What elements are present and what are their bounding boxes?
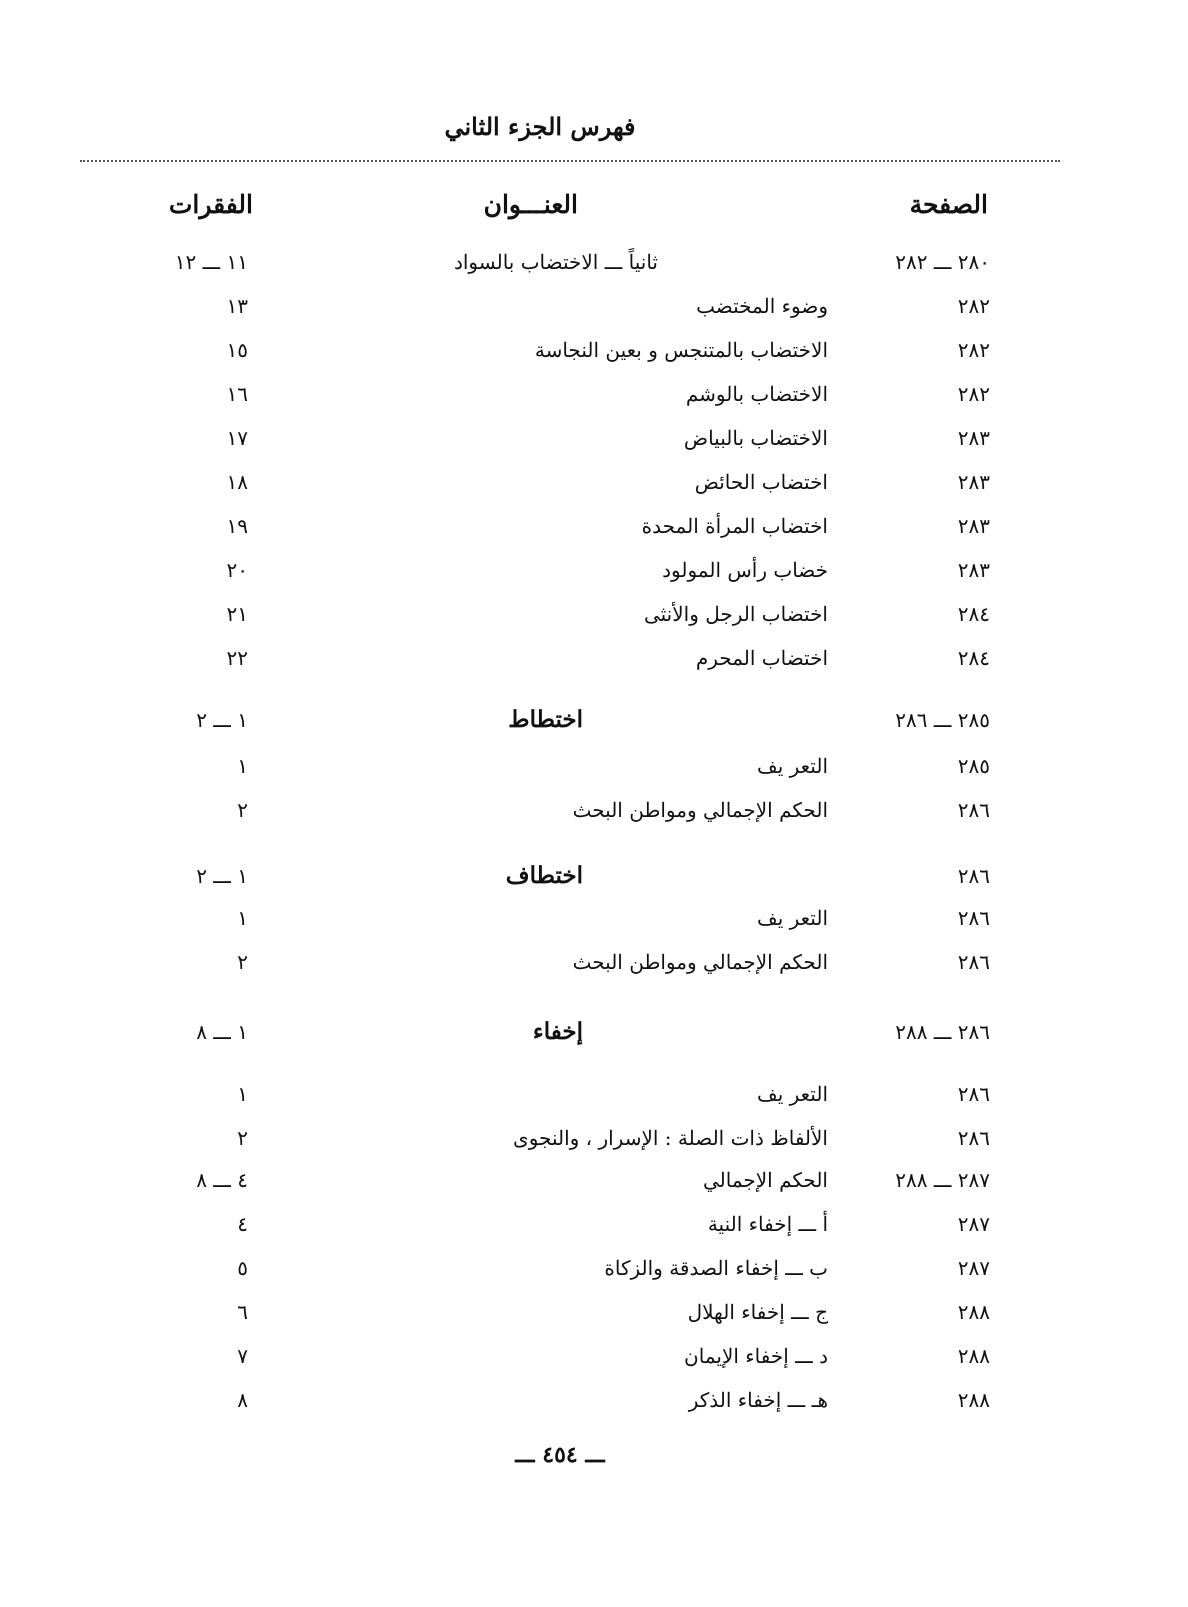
index-row (0, 946, 1188, 986)
page-range: ٢٨٨ (957, 1388, 990, 1412)
paragraph-range: ٥ (237, 1256, 248, 1280)
index-row (0, 794, 1188, 834)
dotted-divider (80, 160, 1060, 162)
entry-title: وضوء المختضب (696, 294, 828, 318)
page-range: ٢٨٦ (957, 1126, 990, 1150)
index-row (0, 902, 1188, 942)
entry-title: الحكم الإجمالي (702, 1168, 828, 1192)
index-row (0, 750, 1188, 790)
page-range: ٢٨٥ ـــ ٢٨٦ (895, 708, 990, 732)
entry-title: الاختضاب بالبياض (683, 426, 828, 450)
page-range: ٢٨٣ (957, 558, 990, 582)
page-range: ٢٨٤ (957, 646, 990, 670)
page-range: ٢٨٣ (957, 514, 990, 538)
entry-title: التعر يف (757, 1082, 828, 1106)
paragraph-range: ١٨ (226, 470, 248, 494)
page-range: ٢٨٦ ـــ ٢٨٨ (895, 1020, 990, 1044)
entry-title: ج ـــ إخفاء الهلال (687, 1300, 828, 1324)
paragraph-range: ١ (237, 754, 248, 778)
section-title: إخفاء (532, 1018, 583, 1045)
page-range: ٢٨٧ (957, 1256, 990, 1280)
index-row (0, 598, 1188, 638)
paragraph-range: ٤ (237, 1212, 248, 1236)
page-range: ٢٨٨ (957, 1300, 990, 1324)
index-section-row (0, 704, 1188, 744)
running-title: فهرس الجزء الثاني (444, 112, 636, 141)
paragraph-range: ٤ ـــ ٨ (196, 1168, 248, 1192)
index-row (0, 1296, 1188, 1336)
entry-title: الحكم الإجمالي ومواطن البحث (572, 950, 828, 974)
page-range: ٢٨٤ (957, 602, 990, 626)
paragraph-range: ٧ (237, 1344, 248, 1368)
page-range: ٢٨٢ (957, 338, 990, 362)
paragraph-range: ١٧ (226, 426, 248, 450)
paragraph-range: ١٥ (226, 338, 248, 362)
page-range: ٢٨٢ (957, 294, 990, 318)
entry-title: د ـــ إخفاء الإيمان (684, 1344, 828, 1368)
page-range: ٢٨٦ (957, 950, 990, 974)
index-section-row (0, 860, 1188, 900)
index-row (0, 1252, 1188, 1292)
entry-title: ب ـــ إخفاء الصدقة والزكاة (604, 1256, 828, 1280)
index-row (0, 290, 1188, 330)
index-row (0, 1078, 1188, 1118)
column-header-paragraphs: الفقرات (168, 190, 253, 219)
paragraph-range: ١ ـــ ٢ (196, 864, 248, 888)
index-row (0, 246, 1188, 286)
entry-title: الحكم الإجمالي ومواطن البحث (572, 798, 828, 822)
entry-title: اختضاب المرأة المحدة (641, 514, 828, 538)
index-row (0, 1208, 1188, 1248)
entry-title: الألفاظ ذات الصلة : الإسرار ، والنجوى (513, 1126, 828, 1150)
index-row (0, 1164, 1188, 1204)
index-row (0, 1122, 1188, 1162)
entry-title: اختضاب الحائض (694, 470, 828, 494)
page-range: ٢٨٦ (957, 864, 990, 888)
entry-title: أ ـــ إخفاء النية (707, 1212, 828, 1236)
page-range: ٢٨٧ (957, 1212, 990, 1236)
page-range: ٢٨٣ (957, 470, 990, 494)
entry-title: اختضاب الرجل والأنثى (643, 602, 828, 626)
column-header-page: الصفحة (909, 190, 988, 219)
page-range: ٢٨٧ ـــ ٢٨٨ (895, 1168, 990, 1192)
paragraph-range: ٢ (237, 1126, 248, 1150)
entry-title: اختضاب المحرم (695, 646, 828, 670)
paragraph-range: ٢١ (226, 602, 248, 626)
paragraph-range: ١٩ (226, 514, 248, 538)
entry-title: التعر يف (757, 754, 828, 778)
paragraph-range: ١ (237, 1082, 248, 1106)
index-row (0, 422, 1188, 462)
paragraph-range: ٢ (237, 798, 248, 822)
page-range: ٢٨٦ (957, 1082, 990, 1106)
paragraph-range: ٢ (237, 950, 248, 974)
paragraph-range: ٦ (237, 1300, 248, 1324)
paragraph-range: ٢٢ (226, 646, 248, 670)
index-row (0, 378, 1188, 418)
index-row (0, 510, 1188, 550)
page-range: ٢٨٣ (957, 426, 990, 450)
index-row (0, 1340, 1188, 1380)
index-row (0, 466, 1188, 506)
column-header-title: العنـــوان (483, 190, 578, 219)
section-title: اختطاط (508, 706, 583, 733)
index-row (0, 554, 1188, 594)
index-row (0, 642, 1188, 682)
page-range: ٢٨٦ (957, 906, 990, 930)
paragraph-range: ٨ (237, 1388, 248, 1412)
paragraph-range: ٢٠ (226, 558, 248, 582)
paragraph-range: ١ (237, 906, 248, 930)
section-title: اختطاف (505, 862, 583, 889)
index-section-row (0, 1016, 1188, 1056)
paragraph-range: ١ ـــ ٢ (196, 708, 248, 732)
page-number: ـــ ٤٥٤ ـــ (515, 1442, 605, 1468)
page-range: ٢٨٠ ـــ ٢٨٢ (895, 250, 990, 274)
paragraph-range: ١ ـــ ٨ (196, 1020, 248, 1044)
paragraph-range: ١١ ـــ ١٢ (174, 250, 248, 274)
entry-title: الاختضاب بالمتنجس و بعين النجاسة (534, 338, 828, 362)
paragraph-range: ١٣ (226, 294, 248, 318)
paragraph-range: ١٦ (226, 382, 248, 406)
entry-title: التعر يف (757, 906, 828, 930)
entry-title: هـ ـــ إخفاء الذكر (688, 1388, 828, 1412)
entry-title: الاختضاب بالوشم (685, 382, 828, 406)
page-range: ٢٨٥ (957, 754, 990, 778)
page-range: ٢٨٨ (957, 1344, 990, 1368)
page-range: ٢٨٢ (957, 382, 990, 406)
page-range: ٢٨٦ (957, 798, 990, 822)
index-row (0, 334, 1188, 374)
index-row (0, 1384, 1188, 1424)
entry-title: خضاب رأس المولود (662, 558, 828, 582)
entry-title: ثانياً ـــ الاختضاب بالسواد (453, 250, 658, 274)
